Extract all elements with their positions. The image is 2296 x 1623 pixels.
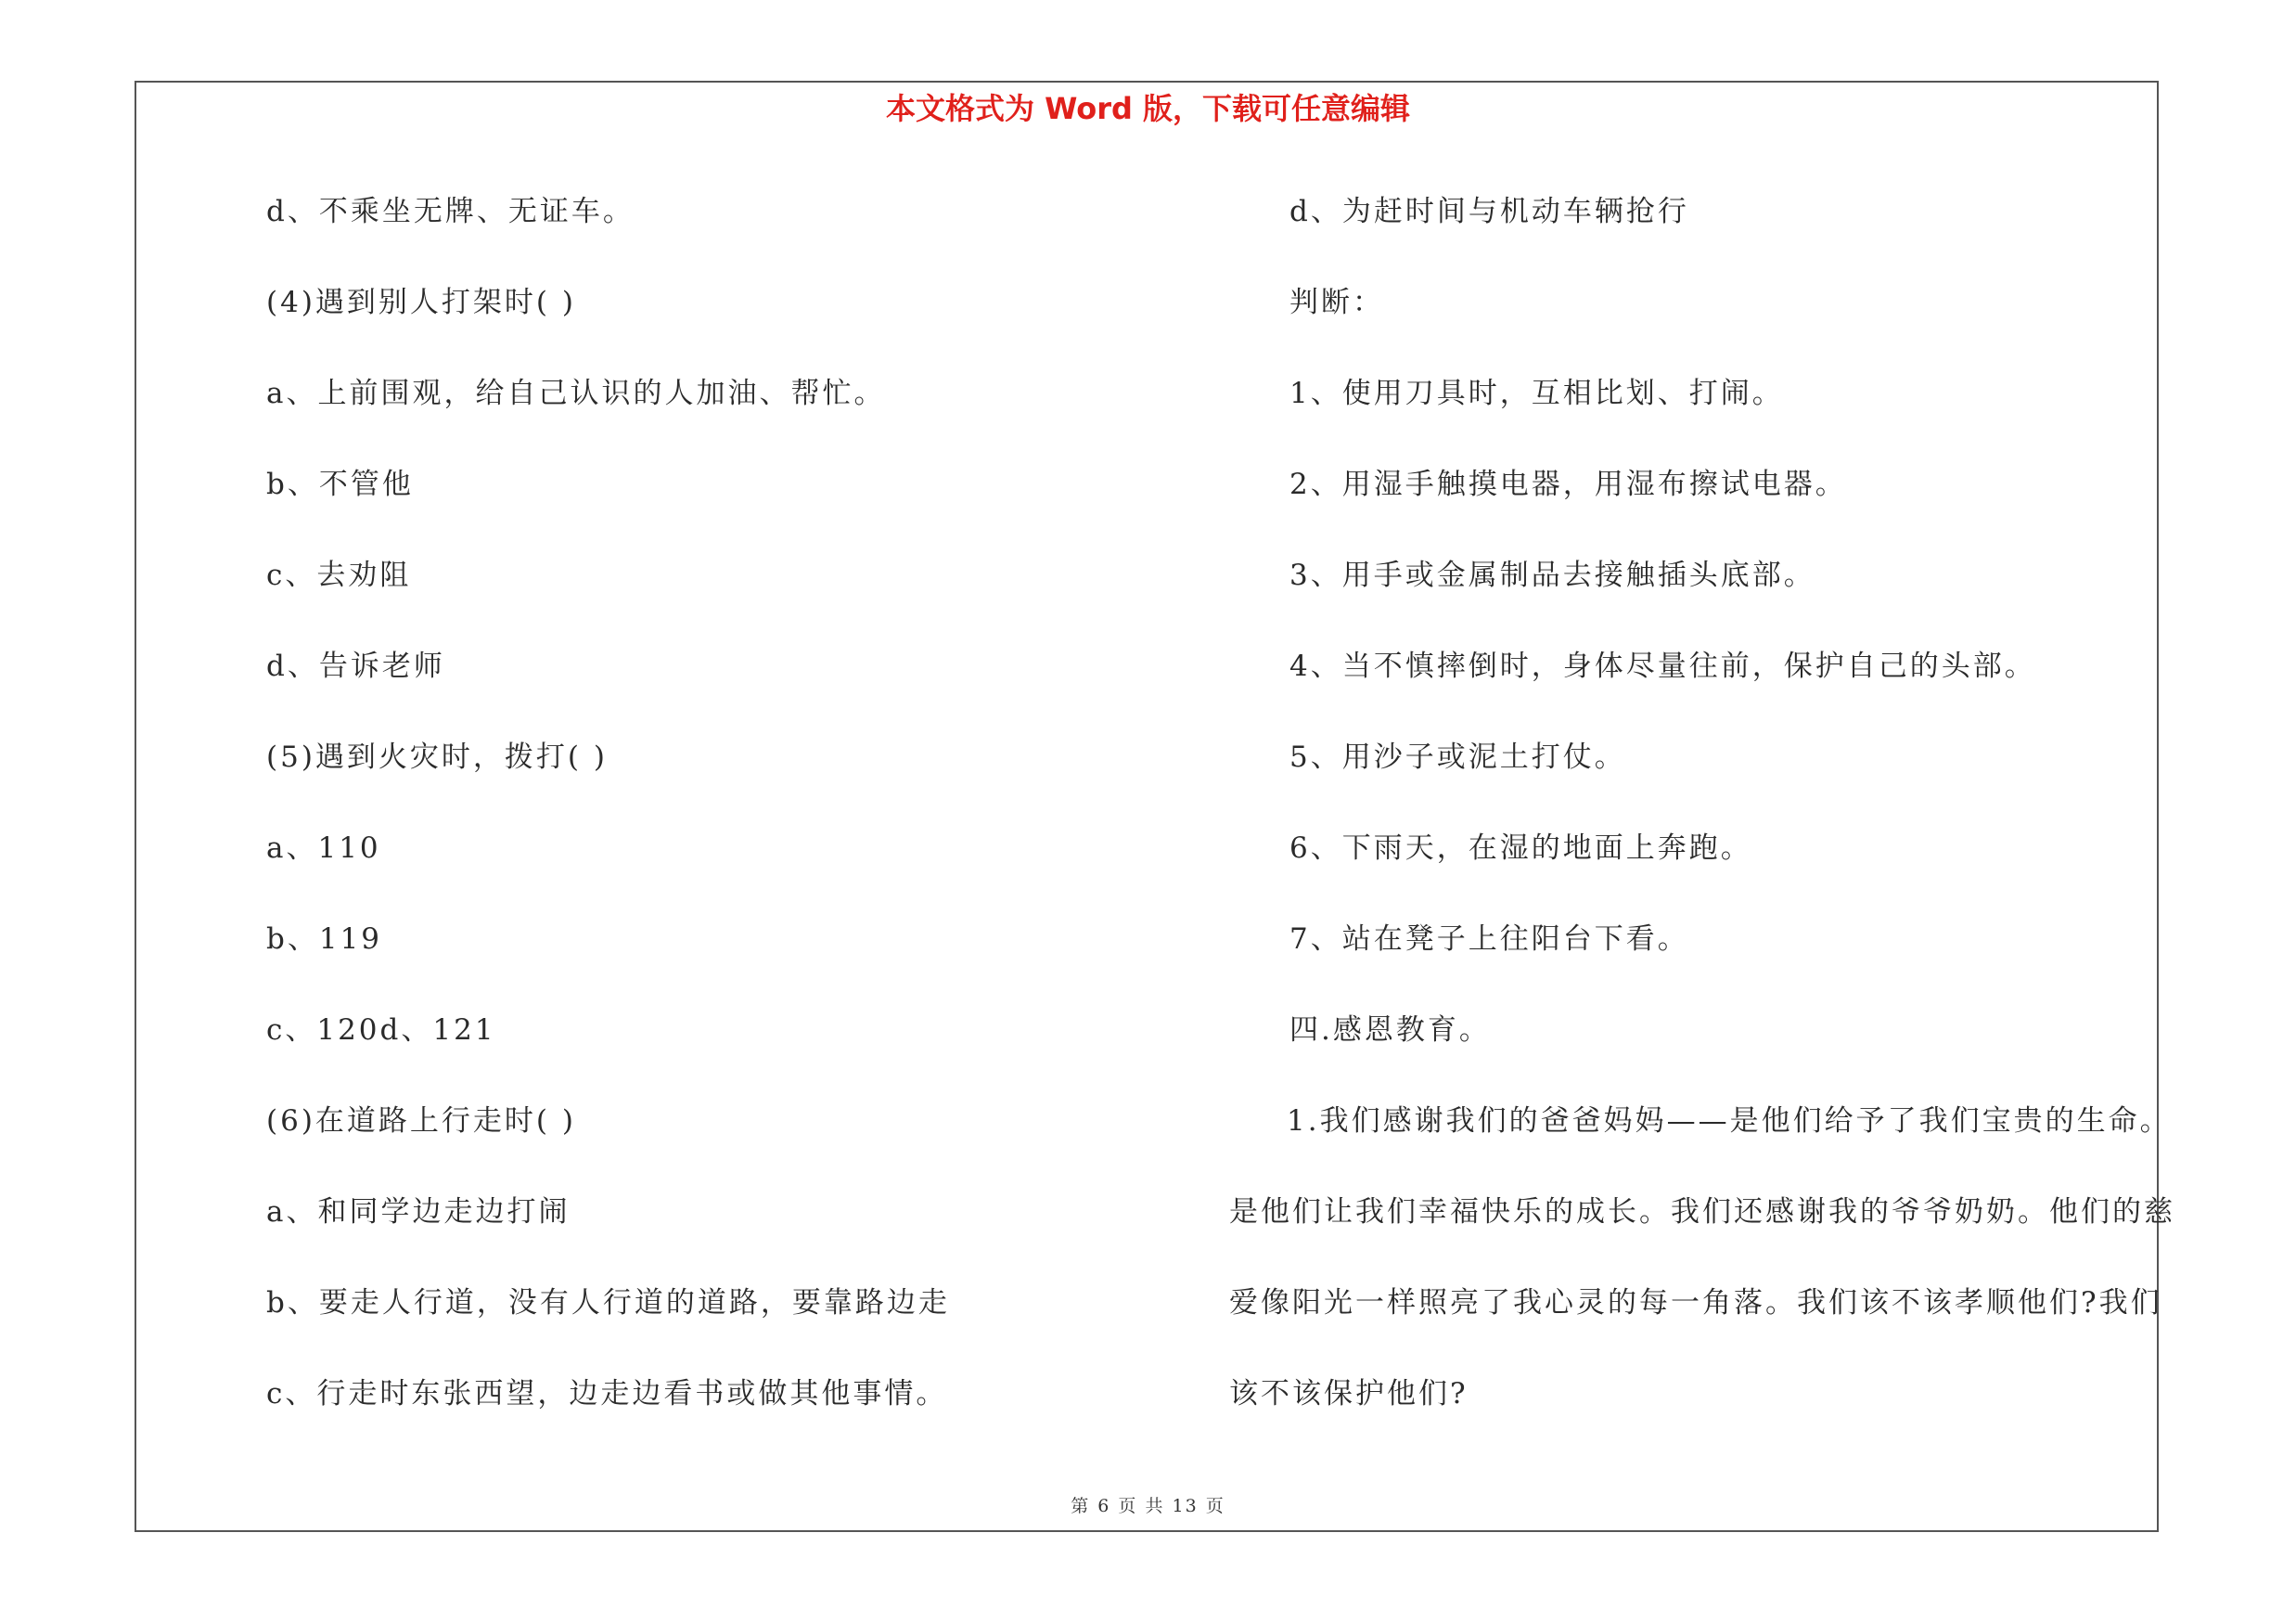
left-line: a、上前围观，给自己认识的人加油、帮忙。: [266, 377, 886, 410]
left-line: a、和同学边走边打闹: [266, 1195, 571, 1229]
right-column: [1229, 186, 2175, 1459]
gratitude-paragraph: [1229, 1095, 2175, 1459]
left-line: (4)遇到别人打架时( ): [266, 286, 576, 319]
left-line: c、120d、121: [266, 1013, 496, 1047]
header-banner: 本文格式为 Word 版，下载可任意编辑: [885, 91, 1411, 126]
page-number: 第 6 页 共 13 页: [1071, 1496, 1225, 1516]
right-line: 6、下雨天，在湿的地面上奔跑。: [1289, 831, 1752, 865]
right-line: 四.感恩教育。: [1289, 1013, 1491, 1047]
left-line: c、去劝阻: [266, 559, 412, 592]
paragraph-line: 该不该保护他们?: [1229, 1377, 1469, 1410]
right-line: 3、用手或金属制品去接触插头底部。: [1289, 559, 1815, 592]
left-line: d、不乘坐无牌、无证车。: [266, 195, 635, 228]
right-line: 1、使用刀具时，互相比划、打闹。: [1289, 377, 1784, 410]
right-line: d、为赶时间与机动车辆抢行: [1289, 195, 1689, 228]
left-line: (6)在道路上行走时( ): [266, 1104, 576, 1138]
left-line: c、行走时东张西望，边走边看书或做其他事情。: [266, 1377, 948, 1410]
right-line: 4、当不慎摔倒时，身体尽量往前，保护自己的头部。: [1289, 650, 2036, 683]
left-line: (5)遇到火灾时，拨打( ): [266, 741, 608, 774]
left-line: a、110: [266, 831, 381, 865]
left-line: b、不管他: [266, 468, 414, 501]
paragraph-line: 是他们让我们幸福快乐的成长。我们还感谢我的爷爷奶奶。他们的慈: [1229, 1195, 2175, 1229]
left-line: d、告诉老师: [266, 650, 445, 683]
paragraph-line: 1.我们感谢我们的爸爸妈妈——是他们给予了我们宝贵的生命。: [1287, 1104, 2172, 1138]
right-line: 5、用沙子或泥土打仗。: [1289, 741, 1626, 774]
left-line: b、119: [266, 922, 383, 956]
left-column: [266, 186, 1194, 1459]
right-line: 7、站在凳子上往阳台下看。: [1289, 922, 1689, 956]
paragraph-line: 爱像阳光一样照亮了我心灵的每一角落。我们该不该孝顺他们?我们: [1229, 1286, 2162, 1320]
left-line: b、要走人行道，没有人行道的道路，要靠路边走: [266, 1286, 950, 1320]
right-line: 判断：: [1289, 286, 1384, 319]
right-line: 2、用湿手触摸电器，用湿布擦试电器。: [1289, 468, 1847, 501]
